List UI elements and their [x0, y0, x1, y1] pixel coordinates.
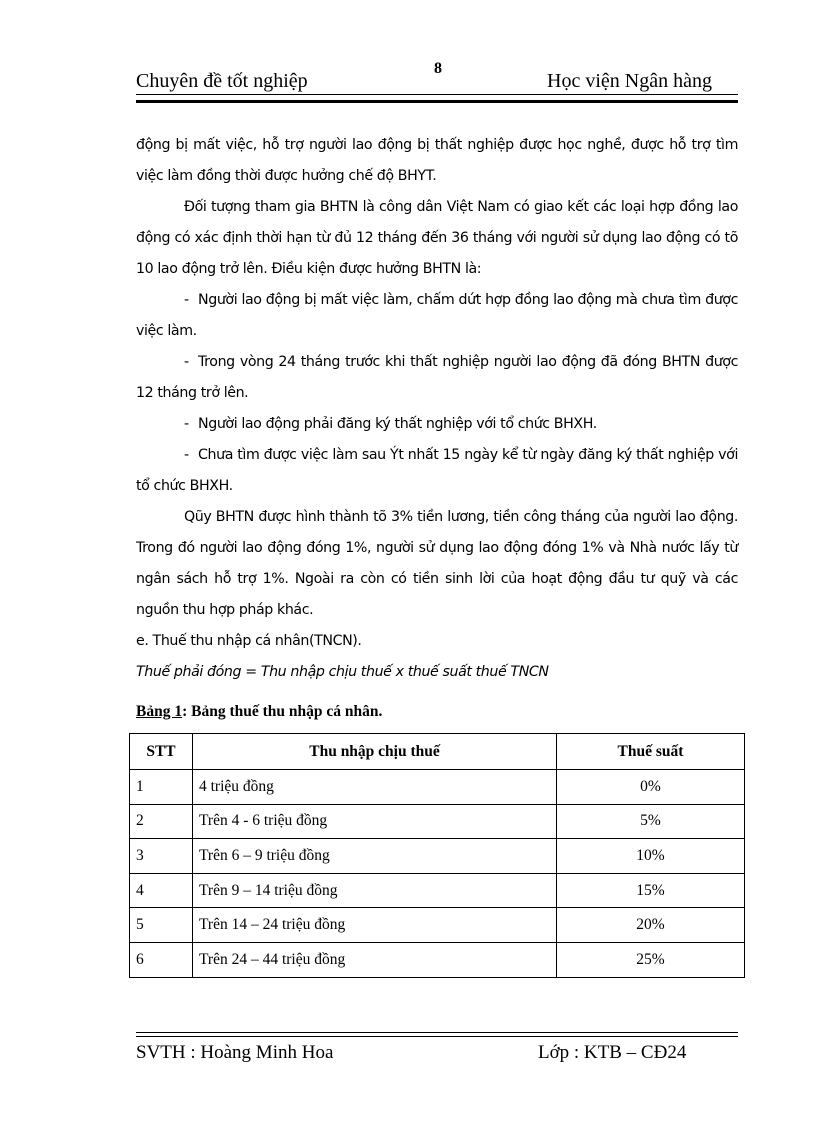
cell-income: 4 triệu đồng — [193, 770, 557, 805]
cell-rate: 10% — [557, 839, 745, 874]
cell-rate: 5% — [557, 804, 745, 839]
header-left-title: Chuyên đề tốt nghiệp — [136, 70, 308, 92]
table-row — [130, 804, 745, 839]
page-number: 8 — [434, 60, 442, 77]
formula-line: Thuế phải đóng = Thu nhập chịu thuế x thuế suất thuế TNCN — [136, 664, 549, 680]
cell-rate: 25% — [557, 942, 745, 977]
cell-income: Trên 4 - 6 triệu đồng — [193, 804, 557, 839]
table-row — [130, 908, 745, 943]
bullet-item: - Chưa tìm được việc làm sau Ýt nhất 15 ngày kể từ ngày đăng ký thất nghiệp với tổ chức BHXH. — [136, 447, 738, 494]
table-caption-title: : Bảng thuế thu nhập cá nhân. — [182, 703, 383, 720]
cell-income: Trên 14 – 24 triệu đồng — [193, 908, 557, 943]
cell-stt: 1 — [130, 770, 193, 805]
footer-rule — [136, 1032, 738, 1037]
table-row — [130, 770, 745, 805]
cell-stt: 6 — [130, 942, 193, 977]
bullet-item: - Người lao động phải đăng ký thất nghiệp với tổ chức BHXH. — [184, 416, 597, 432]
cell-rate: 15% — [557, 873, 745, 908]
cell-stt: 3 — [130, 839, 193, 874]
bullet-item: - Trong vòng 24 tháng trước khi thất nghiệp người lao động đã đóng BHTN được 12 tháng trở lên. — [136, 354, 738, 401]
table-row — [130, 942, 745, 977]
column-header-stt: STT — [130, 734, 193, 770]
cell-income: Trên 24 – 44 triệu đồng — [193, 942, 557, 977]
cell-rate: 20% — [557, 908, 745, 943]
bullet-item: - Người lao động bị mất việc làm, chấm dứt hợp đồng lao động mà chưa tìm được việc làm. — [136, 292, 738, 339]
cell-stt: 5 — [130, 908, 193, 943]
table-row — [130, 873, 745, 908]
paragraph: Qũy BHTN được hình thành tõ 3% tiền lương, tiền công tháng của người lao động. Trong đó người lao động đóng 1%, người sử dụng lao động đóng 1% và Nhà nước lấy từ ngân sách hỗ trợ 1%. Ngoài ra còn có tiền sinh lời của hoạt động đầu tư quỹ và các nguồn thu hợp pháp khác. — [136, 509, 738, 618]
tax-table — [129, 733, 745, 978]
section-heading: e. Thuế thu nhập cá nhân(TNCN). — [136, 633, 362, 649]
header-right-title: Học viện Ngân hàng — [547, 70, 712, 92]
table-header-row — [130, 734, 745, 770]
footer-right: Lớp : KTB – CĐ24 — [538, 1042, 687, 1063]
cell-income: Trên 9 – 14 triệu đồng — [193, 873, 557, 908]
paragraph: Đối tượng tham gia BHTN là công dân Việt Nam có giao kết các loại hợp đồng lao động có xác định thời hạn từ đủ 12 tháng đến 36 tháng với người sử dụng lao động có tõ 10 lao động trở lên. Điều kiện được hưởng BHTN là: — [136, 199, 738, 277]
footer-left: SVTH : Hoàng Minh Hoa — [136, 1042, 334, 1063]
paragraph: động bị mất việc, hỗ trợ người lao động bị thất nghiệp được học nghề, được hỗ trợ tìm việc làm đồng thời được hưởng chế độ BHYT. — [136, 137, 738, 184]
table-caption — [136, 703, 382, 721]
column-header-rate: Thuế suất — [557, 734, 745, 770]
column-header-income: Thu nhập chịu thuế — [193, 734, 557, 770]
table-caption-label: Bảng 1 — [136, 703, 183, 720]
header-rule — [136, 94, 738, 103]
body-text — [136, 130, 738, 688]
table-row — [130, 839, 745, 874]
cell-stt: 2 — [130, 804, 193, 839]
cell-rate: 0% — [557, 770, 745, 805]
cell-income: Trên 6 – 9 triệu đồng — [193, 839, 557, 874]
cell-stt: 4 — [130, 873, 193, 908]
